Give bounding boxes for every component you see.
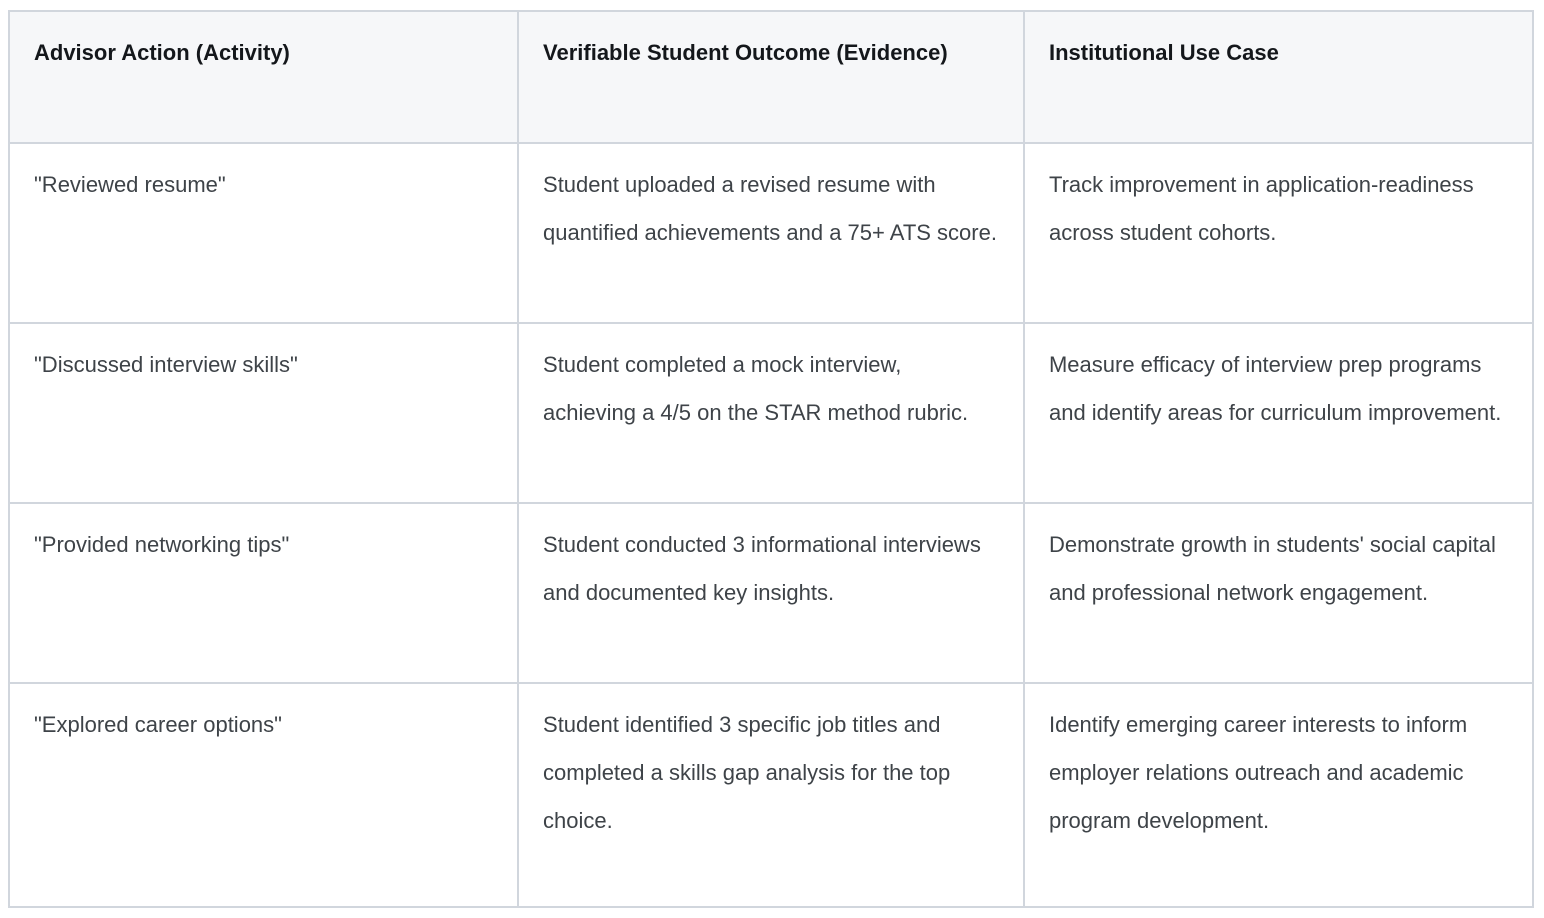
cell-institutional-use-case: Demonstrate growth in students' social capital and professional network engagement. — [1024, 503, 1533, 683]
cell-advisor-action: "Explored career options" — [9, 683, 518, 907]
cell-institutional-use-case: Measure efficacy of interview prep programs and identify areas for curriculum improvement. — [1024, 323, 1533, 503]
cell-advisor-action: "Discussed interview skills" — [9, 323, 518, 503]
table-row — [9, 503, 1533, 683]
column-header-advisor-action: Advisor Action (Activity) — [9, 11, 518, 143]
advisor-outcomes-table — [8, 10, 1534, 908]
cell-advisor-action: "Reviewed resume" — [9, 143, 518, 323]
column-header-institutional-use-case: Institutional Use Case — [1024, 11, 1533, 143]
cell-student-outcome: Student identified 3 specific job titles and completed a skills gap analysis for the top choice. — [518, 683, 1024, 907]
table-row — [9, 323, 1533, 503]
header-row — [9, 11, 1533, 143]
table-row — [9, 143, 1533, 323]
cell-student-outcome: Student conducted 3 informational interviews and documented key insights. — [518, 503, 1024, 683]
cell-institutional-use-case: Identify emerging career interests to inform employer relations outreach and academic program development. — [1024, 683, 1533, 907]
cell-institutional-use-case: Track improvement in application-readiness across student cohorts. — [1024, 143, 1533, 323]
cell-student-outcome: Student completed a mock interview, achieving a 4/5 on the STAR method rubric. — [518, 323, 1024, 503]
cell-advisor-action: "Provided networking tips" — [9, 503, 518, 683]
cell-student-outcome: Student uploaded a revised resume with quantified achievements and a 75+ ATS score. — [518, 143, 1024, 323]
column-header-student-outcome: Verifiable Student Outcome (Evidence) — [518, 11, 1024, 143]
table-row — [9, 683, 1533, 907]
